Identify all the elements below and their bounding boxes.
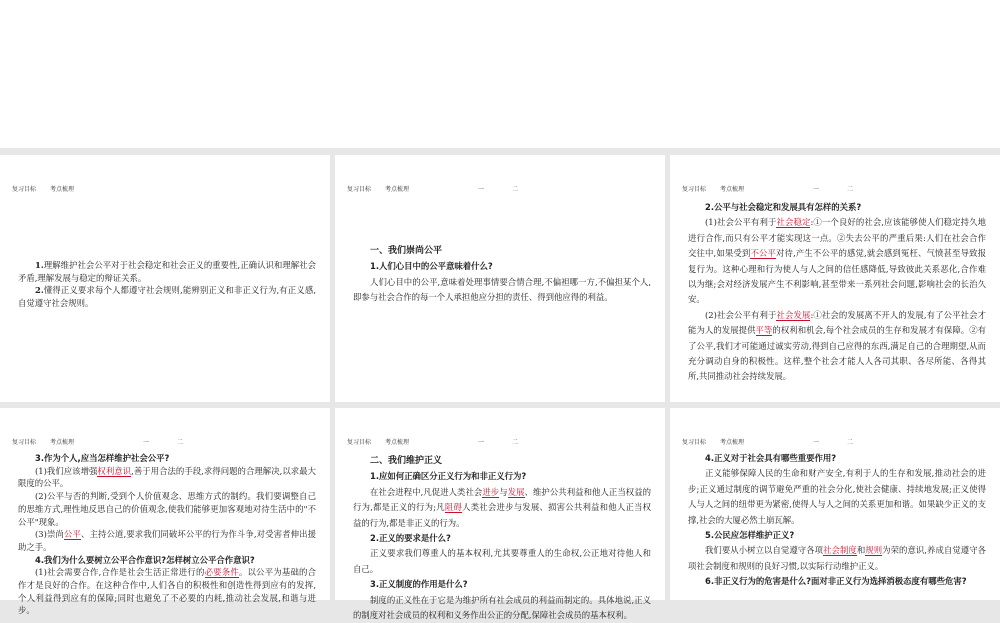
slide-4[interactable] bbox=[0, 408, 330, 616]
slide-nav bbox=[682, 184, 988, 194]
tab-two[interactable]: 二 bbox=[177, 439, 184, 446]
question-heading: 1.应如何正确区分正义行为和非正义行为? bbox=[370, 471, 527, 482]
section-heading: 二、我们维护正义 bbox=[370, 456, 443, 466]
tab-two[interactable]: 二 bbox=[847, 439, 854, 446]
goal-1: 1.理解维护社会公平对于社会稳定和社会正义的重要性,正确认识和理解社会矛盾,理解发展与稳定的辩证关系。 bbox=[18, 260, 316, 283]
slide-nav bbox=[347, 437, 653, 447]
section-heading: 一、我们崇尚公平 bbox=[370, 246, 443, 256]
answer-text: 我们要从小树立以自觉遵守各项社会制度和规则为荣的意识,养成自觉遵守各项社会制度和规则的良好习惯,以实际行动维护正义。 bbox=[688, 545, 987, 571]
tab-one[interactable]: 一 bbox=[813, 439, 820, 446]
slide-nav bbox=[682, 437, 988, 447]
tab-review-goals[interactable]: 复习目标 bbox=[682, 439, 707, 446]
question-heading: 2.正义的要求是什么? bbox=[370, 533, 451, 544]
tab-review-goals[interactable]: 复习目标 bbox=[12, 186, 37, 193]
question-heading: 3.正义制度的作用是什么? bbox=[370, 579, 468, 590]
slide-3-content bbox=[688, 200, 986, 385]
blank-answer: 公平 bbox=[64, 529, 82, 540]
tab-key-points[interactable]: 考点梳理 bbox=[50, 439, 75, 446]
tab-key-points[interactable]: 考点梳理 bbox=[720, 439, 745, 446]
slide-6-content bbox=[688, 451, 986, 590]
tab-review-goals[interactable]: 复习目标 bbox=[12, 439, 37, 446]
answer-text: (2)社会公平有利于社会发展:①社会的发展离不开人的发展,有了公平社会才能为人的发展提供平等的权利和机会,每个社会成员的生存和发展才有保障。②有了公平,我们才可能通过诚实劳动,得到自己应得的东西,满足自己的合理期望,从而充分调动自身的积极性。这样,整个社会才能人人各司其职、各尽所能、各得其所,共同推动社会持续发展。 bbox=[688, 309, 987, 382]
question-heading: 6.非正义行为的危害是什么?面对非正义行为选择消极态度有哪些危害? bbox=[705, 576, 967, 587]
tab-two[interactable]: 二 bbox=[512, 186, 519, 193]
slide-2[interactable] bbox=[335, 155, 665, 402]
question-heading: 4.正义对于社会具有哪些重要作用? bbox=[705, 453, 837, 463]
answer-text: 正义能够保障人民的生命和财产安全,有利于人的生存和发展,推动社会的进步;正义通过制度的调节避免严重的社会分化,使社会健康、持续地发展;正义使得人与人之间的纽带更为紧密,使得人与人之间的关系更加和谐。如果缺少正义的支撑,社会的大厦必然土崩瓦解。 bbox=[688, 468, 986, 525]
answer-text: (3)崇尚公平、主持公道,要求我们同破坏公平的行为作斗争,对受害者伸出援助之手。 bbox=[18, 529, 317, 552]
answer-text: (2)公平与否的判断,受到个人价值观念、思维方式的制约。我们要调整自己的思维方式,理性地反思自己的价值观念,使我们能够更加客观地对待生活中的"不公平"现象。 bbox=[18, 491, 316, 527]
blank-answer: 进步 bbox=[482, 486, 500, 497]
slide-nav bbox=[12, 184, 318, 194]
blank-answer: 阻碍 bbox=[444, 502, 463, 513]
tab-one[interactable]: 一 bbox=[478, 186, 485, 193]
answer-text: 在社会进程中,凡促进人类社会进步与发展、维护公共利益和他人正当权益的行为,都是正义的行为;凡阻碍人类社会进步与发展、损害公共利益和他人正当权益的行为,都是非正义的行为。 bbox=[353, 486, 652, 528]
slide-6[interactable] bbox=[670, 408, 1000, 600]
slide-nav bbox=[12, 437, 318, 447]
tab-key-points[interactable]: 考点梳理 bbox=[385, 439, 410, 446]
slide-nav bbox=[347, 184, 653, 194]
answer-text: 人们心目中的公平,意味着处理事情要合情合理,不偏袒哪一方,不偏担某个人,即参与社会合作的每一个人承担他应分担的责任、得到他应得的利益。 bbox=[353, 276, 651, 303]
question-heading: 4.我们为什么要树立公平合作意识?怎样树立公平合作意识? bbox=[35, 554, 255, 565]
blank-answer: 发展 bbox=[507, 486, 525, 497]
slide-5[interactable] bbox=[335, 408, 665, 621]
slide-1-content bbox=[18, 259, 316, 309]
blank-answer: 社会发展 bbox=[776, 309, 811, 320]
tab-one[interactable]: 一 bbox=[813, 186, 820, 193]
question-heading: 5.公民应怎样维护正义? bbox=[705, 530, 795, 541]
tab-key-points[interactable]: 考点梳理 bbox=[50, 186, 75, 193]
slide-1[interactable] bbox=[0, 155, 330, 402]
tab-two[interactable]: 二 bbox=[847, 186, 854, 193]
slide-2-content bbox=[353, 244, 651, 306]
slide-3[interactable] bbox=[670, 155, 1000, 402]
blank-answer: 社会制度 bbox=[823, 545, 857, 556]
blank-answer: 不公平 bbox=[750, 248, 777, 259]
question-heading: 3.作为个人,应当怎样维护社会公平? bbox=[35, 453, 170, 463]
answer-text: 制度的正义性在于它是为维护所有社会成员的利益而制定的。具体地说,正义的制度对社会成员的权利和义务作出公正的分配,保障社会成员的基本权利。 bbox=[353, 594, 651, 621]
top-blank-area bbox=[0, 0, 1000, 148]
question-heading: 2.公平与社会稳定和发展具有怎样的关系? bbox=[705, 202, 862, 212]
blank-answer: 社会稳定 bbox=[776, 217, 811, 228]
tab-key-points[interactable]: 考点梳理 bbox=[385, 186, 410, 193]
blank-answer: 规则 bbox=[865, 545, 883, 556]
tab-review-goals[interactable]: 复习目标 bbox=[347, 439, 372, 446]
blank-answer: 权利意识 bbox=[97, 465, 132, 476]
answer-text: (1)社会需要合作,合作是社会生活正常进行的必要条件。以公平为基础的合作才是良好的合作。在这种合作中,人们各自的积极性和创造性得到应有的发挥,个人利益得到应有的保障;同时也避免了不必要的内耗,推动社会发展,和谐与进步。 bbox=[18, 567, 317, 616]
blank-answer: 平等 bbox=[755, 325, 773, 336]
answer-text: (1)社会公平有利于社会稳定:①一个良好的社会,应该能够使人们稳定持久地进行合作,而只有公平才能实现这一点。②失去公平的严重后果:人们在社会合作交往中,如果受到不公平对待,产生不公平的感觉,就会感到冤枉、气愤甚至导致报复行为。这种心理和行为使人与人之间的信任感降低,导致彼此关系恶化,合作难以为继;会对经济发展产生不利影响,甚至带来一系列社会问题,影响社会的长治久安。 bbox=[688, 217, 987, 305]
answer-text: 正义要求我们尊重人的基本权利,尤其要尊重人的生命权,公正地对待他人和自己。 bbox=[353, 548, 651, 574]
slide-4-content bbox=[18, 452, 316, 617]
tab-review-goals[interactable]: 复习目标 bbox=[682, 186, 707, 193]
goal-2: 2.懂得正义要求每个人都遵守社会规则,能辨别正义和非正义行为,有正义感,自觉遵守社会规则。 bbox=[18, 285, 316, 308]
tab-key-points[interactable]: 考点梳理 bbox=[720, 186, 745, 193]
question-heading: 1.人们心目中的公平意味着什么? bbox=[370, 261, 493, 272]
tab-review-goals[interactable]: 复习目标 bbox=[347, 186, 372, 193]
answer-text: (1)我们应该增强权利意识,善于用合法的手段,求得问题的合理解决,以求最大限度的公平。 bbox=[18, 465, 316, 489]
tab-one[interactable]: 一 bbox=[143, 439, 150, 446]
tab-one[interactable]: 一 bbox=[478, 439, 485, 446]
slide-5-content bbox=[353, 454, 651, 623]
tab-two[interactable]: 二 bbox=[512, 439, 519, 446]
blank-answer: 必要条件 bbox=[204, 567, 239, 578]
